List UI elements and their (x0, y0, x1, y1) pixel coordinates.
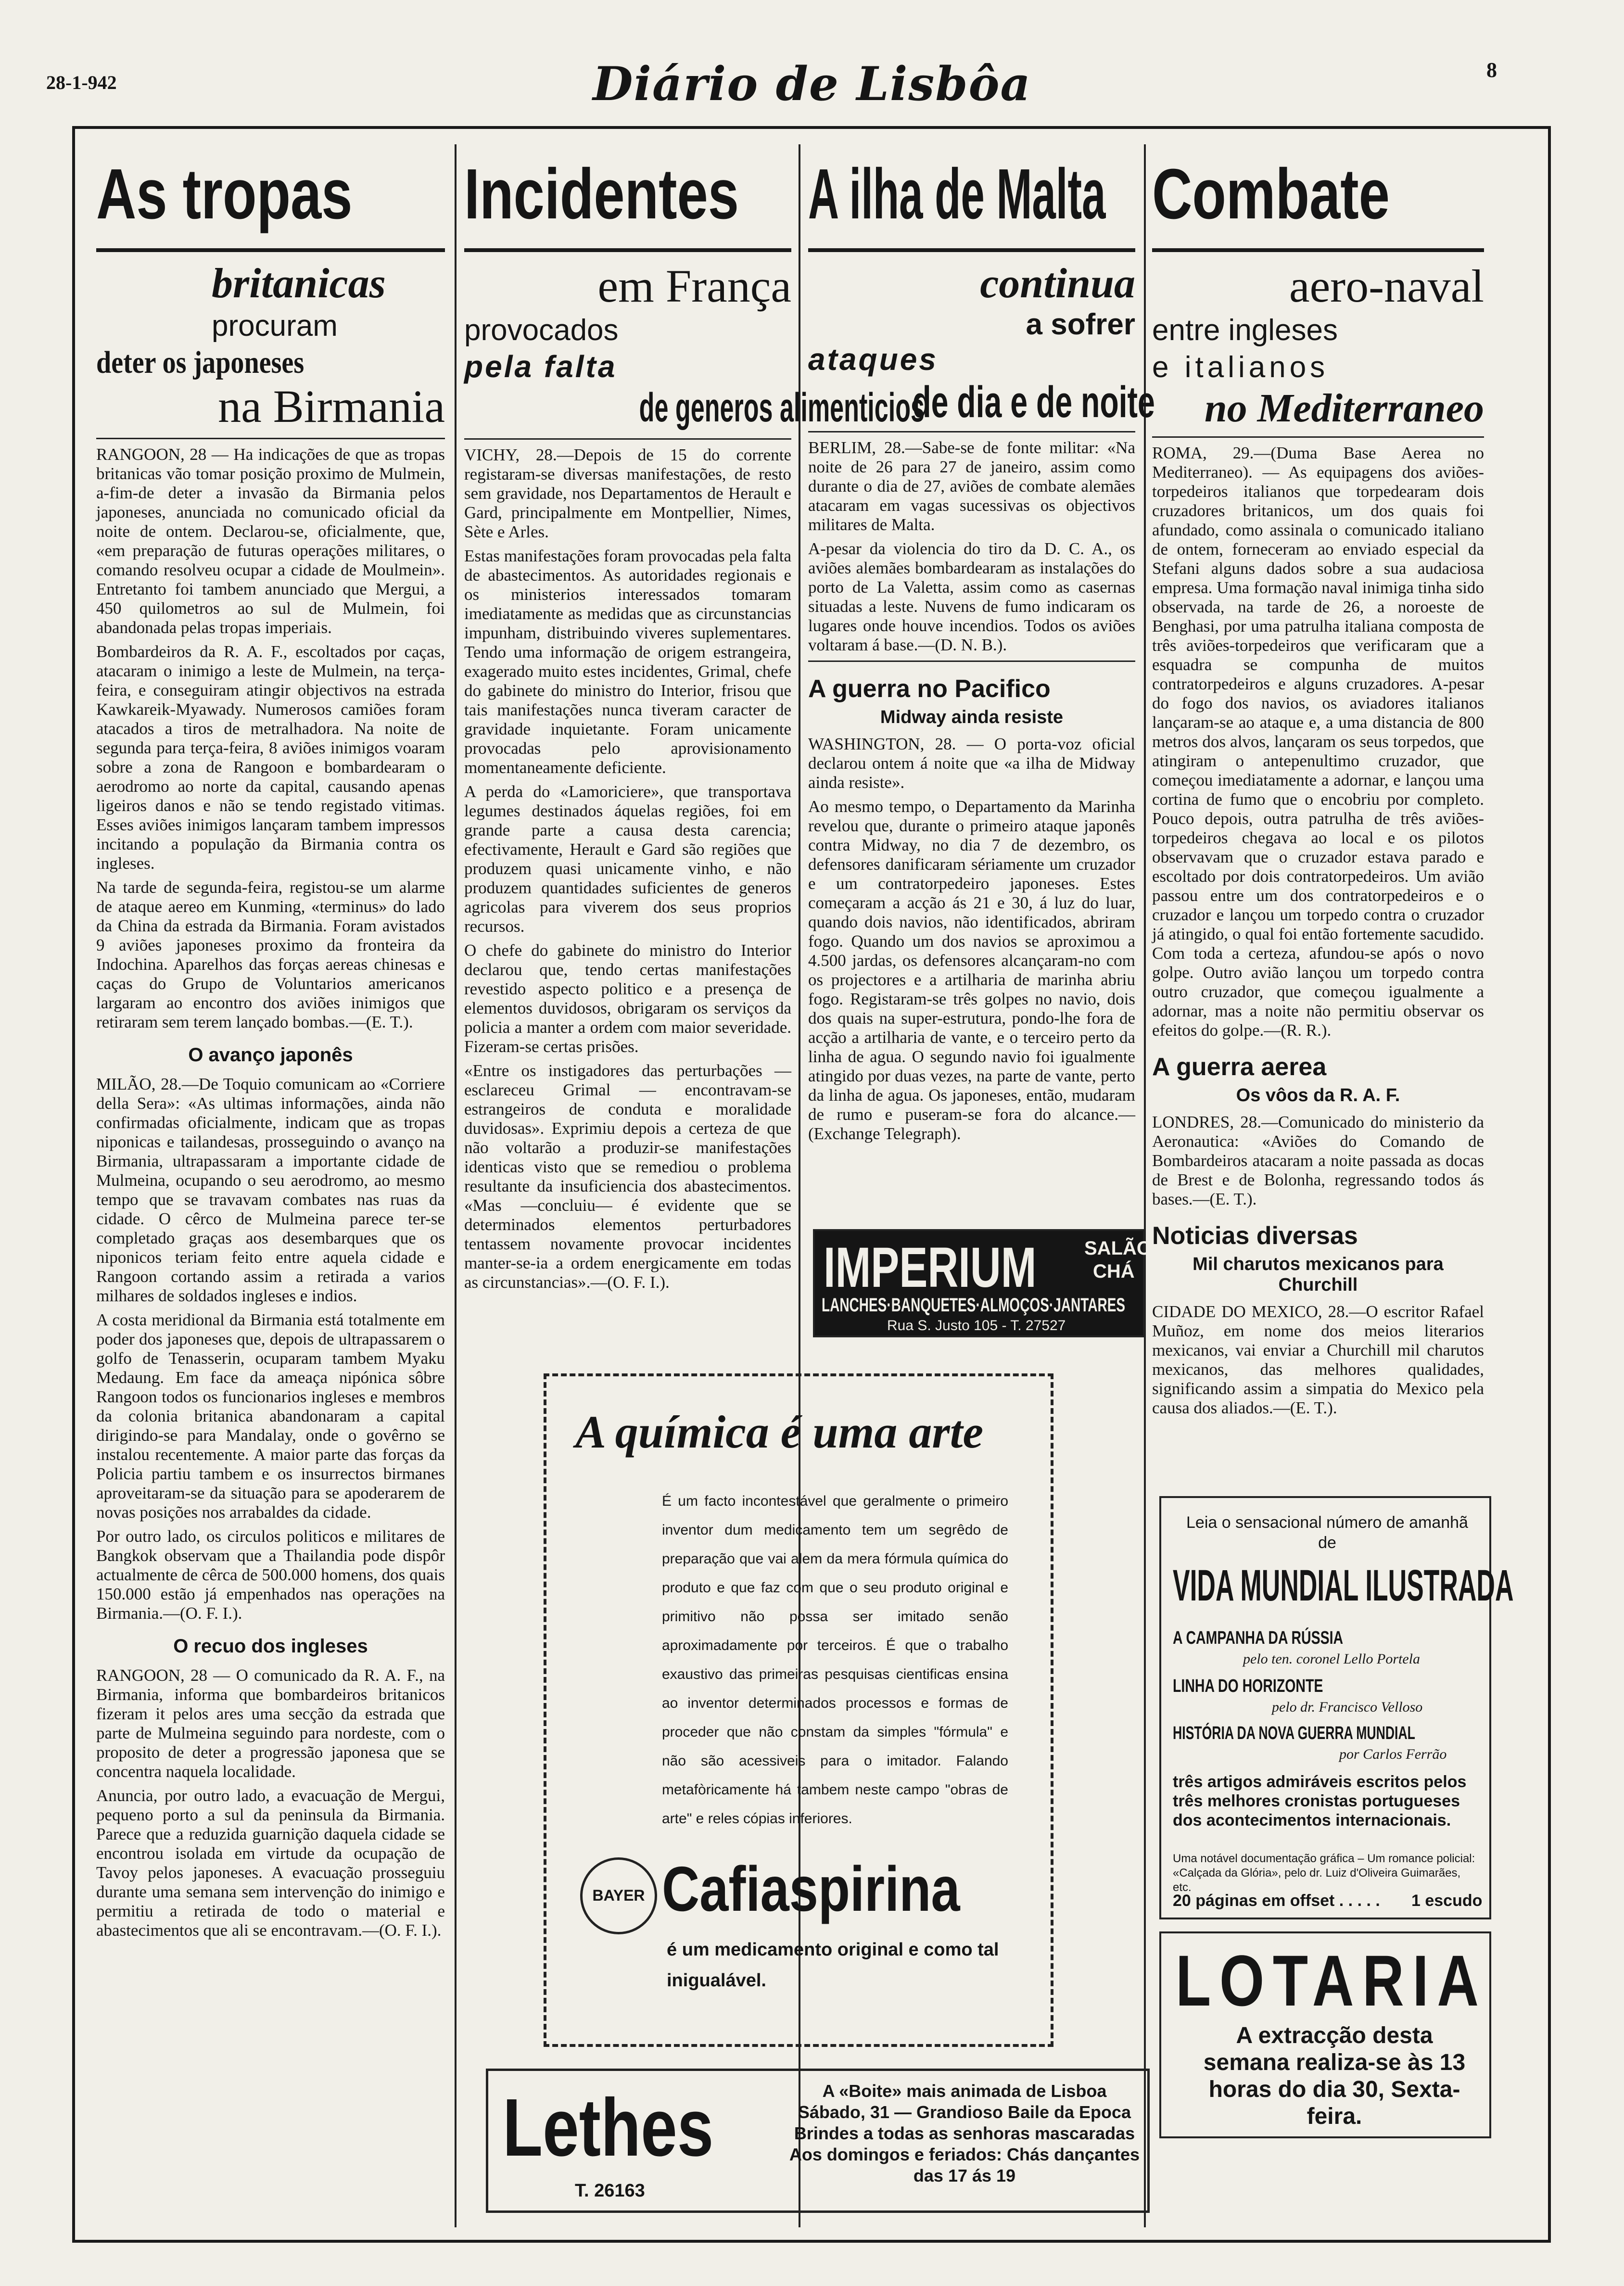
page-number: 8 (1486, 58, 1497, 82)
divider (1152, 436, 1484, 438)
divider (808, 660, 1135, 662)
subheadline: ataques (808, 342, 938, 377)
subheadline: aero-naval (1289, 260, 1484, 312)
section-heading: A guerra no Pacifico (808, 674, 1051, 703)
paragraph: Ao mesmo tempo, o Departamento da Marinha revelou que, durante o primeiro ataque japonês contra Midway, no dia 7 de dezembro, os defensores danificaram sériamente um cruzador e um contratorpedeiro japoneses. Estes começaram a acção ás 21 e 30, á luz do luar, quando dois navios, não identificados, abriram fogo. Quando um dos navios se aproximou a 4.500 jardas, os defensores alcançaram-no com os projectores e a artilharia de marinha abriu fogo. Registaram-se três golpes no navio, dois dos quais na super-estrutura, pondo-lhe fora de acção a artilharia de vante, e o terceiro perto da linha de agua. O segundo navio foi igualmente atingido por duas vezes, na parte de vante, perto da linha de agua. Os japoneses, então, mudaram de rumo e puseram-se fora do alcance.—(Exchange Telegraph). (808, 797, 1135, 1143)
subheadline: em França (597, 260, 791, 312)
masthead-title: Diário de Lisbôa (593, 57, 1031, 111)
ad-bayer-tagline: é um medicamento original e como tal inigualável. (667, 1940, 999, 1991)
ad-vida-intro: Leia o sensacional número de amanhã de (1186, 1513, 1468, 1552)
subheadline: deter os japoneses (96, 345, 304, 381)
ad-imperium (813, 1229, 1152, 1337)
subheadline: no Mediterraneo (1204, 385, 1484, 431)
ad-imperium-cha: CHÁ (1093, 1261, 1135, 1282)
ad-bayer-brand: Cafiaspirina (662, 1854, 960, 1924)
ad-lotaria (1159, 1931, 1491, 2138)
ad-vida-author: por Carlos Ferrão (1339, 1746, 1447, 1762)
paragraph: Bombardeiros da R. A. F., escoltados por caças, atacaram o inimigo a leste de Mulmein, na terça-feira, e conseguiram atingir objectivos na estrada Kawkareik-Myawady. Numerosos camiões foram atacados a tiros de metralhadora. Na noite de segunda para terça-feira, 8 aviões inimigos voaram sobre a zona de Rangoon e bombardearam o aerodromo ao norte da capital, causando apenas ligeiros danos e não se tendo registado vitimas. Esses aviões inimigos lançaram tambem impressos incitando a população da Birmania contra os ingleses. (96, 642, 445, 873)
ad-lotaria-title: LOTARIA (1176, 1940, 1487, 2021)
ad-imperium-address: Rua S. Justo 105 - T. 27527 (887, 1318, 1066, 1334)
ad-vida-item: HISTÓRIA DA NOVA GUERRA MUNDIAL (1173, 1723, 1415, 1743)
subheadline: provocados (464, 313, 619, 347)
ad-vida-pages: 20 páginas em offset . . . . . (1173, 1892, 1380, 1910)
headline: As tropas (96, 154, 353, 234)
article-tropas-britanicas (96, 144, 445, 2232)
subheadline: de generos alimenticios (639, 385, 925, 431)
ad-lethes-line: Sábado, 31 — Grandioso Baile da Epoca (798, 2102, 1131, 2122)
section-heading: A guerra aerea (1152, 1053, 1327, 1081)
paragraph: Anuncia, por outro lado, a evacuação de Mergui, pequeno porto a sul da peninsula da Birmania. Parece que a reduzida guarnição daquela cidade se encontrou isolada em virtude da ocupação de Tavoy pelos japoneses. A evacuação prosseguiu durante uma semana sem intervenção do inimigo e permitiu a retirada de todo o material e abastecimentos que ali se encontravam.—(O. F. I.). (96, 1786, 445, 1940)
subheadline: na Birmania (218, 381, 445, 432)
paragraph: Na tarde de segunda-feira, registou-se um alarme de ataque aereo em Kunming, «terminus» do lado da China da estrada da Birmania. Foram avistados 9 aviões japoneses proximo da fronteira da Indochina. Aparelhos das forças aereas chinesas e caças do Grupo de Voluntarios americanos largaram ao encontro dos aviões inimigos que retiraram sem terem lançado bombas.—(E. T.). (96, 877, 445, 1031)
ad-vida-item: LINHA DO HORIZONTE (1173, 1676, 1323, 1696)
headline-rule (464, 248, 791, 252)
subheadline: britanicas (212, 260, 386, 307)
divider (96, 438, 445, 439)
section-heading: O recuo dos ingleses (173, 1635, 368, 1657)
ad-bayer-headline: A química é uma arte (575, 1406, 984, 1458)
paragraph: WASHINGTON, 28. — O porta-voz oficial declarou ontem á noite que «a ilha de Midway ainda resiste». (808, 734, 1135, 792)
paragraph: RANGOON, 28 — O comunicado da R. A. F., na Birmania, informa que bombardeiros britanicos fizeram it pelos ares uma secção da estrada que parte de Mulmeina seguindo para nordeste, com o proposito de deter a progressão japonesa que se concentra naquela localidade. (96, 1665, 445, 1781)
ad-imperium-name: IMPERIUM (824, 1236, 1037, 1299)
paragraph: LONDRES, 28.—Comunicado do ministerio da Aeronautica: «Aviões do Comando de Bombardeiros atacaram a noite passada as docas de Brest e de Bolonha, regressando todos ás bases.—(E. T.). (1152, 1112, 1484, 1208)
column-rule (1144, 144, 1146, 2227)
ad-bayer-body: É um facto incontestável que geralmente o primeiro inventor dum medicamento tem um segrêdo de preparação que vai alem da mera fórmula química do produto e que faz com que o seu produto original e primitivo não possa ser imitado senão aproximadamente por terceiros. É que o trabalho exaustivo das primeiras pesquisas cientificas ensina ao inventor determinados processos e formas de proceder que não constam da simples "fórmula" e não são acessiveis para o imitador. Falando metafòricamente há tambem neste campo "obras de arte" e reles cópias inferiores. (662, 1493, 1008, 1827)
subheadline: de dia e de noite (912, 377, 1155, 427)
divider (808, 431, 1135, 432)
section-heading: O avanço japonês (188, 1044, 353, 1066)
paragraph: A-pesar da violencia do tiro da D. C. A., os aviões alemães bombardearam as instalações do porto de La Valetta, assim como as casernas situadas a leste. Nuvens de fumo indicaram os lugares onde houve incendios. Todos os aviões voltaram á base.—(D. N. B.). (808, 539, 1135, 654)
subheadline: pela falta (464, 349, 617, 384)
section-heading: Noticias diversas (1152, 1221, 1358, 1250)
ad-vida-title: VIDA MUNDIAL ILUSTRADA (1173, 1561, 1514, 1610)
ad-vida-blurb: três artigos admiráveis escritos pelos três melhores cronistas portugueses dos acontecimentos internacionais. (1173, 1773, 1467, 1829)
ad-vida-price: 1 escudo (1411, 1892, 1483, 1910)
paragraph: Por outro lado, os circulos politicos e militares de Bangkok observam que a Thailandia pode dispôr actualmente de cêrca de 500.000 homens, dos quais 150.000 estão já empenhados nas operações na Birmania.—(O. F. I.). (96, 1526, 445, 1623)
ad-lethes (486, 2069, 1150, 2213)
paragraph: VICHY, 28.—Depois de 15 do corrente registaram-se diversas manifestações, de resto sem gravidade, nos Departamentos de Herault e Gard, principalmente em Montpellier, Nimes, Sète e Arles. (464, 445, 791, 542)
ad-vida-author: pelo dr. Francisco Velloso (1272, 1699, 1423, 1715)
paragraph: Estas manifestações foram provocadas pela falta de abastecimentos. As autoridades regionais e os ministerios interessados tomaram imediatamente as medidas que as circunstancias impunham, distribuindo viveres suplementares. Tendo uma informação de origem estrangeira, exagerado muito estes incidentes, Grimal, chefe do gabinete do ministro do Interior, frisou que tais manifestações nunca tiveram caracter de gravidade inquietante. Foram unicamente provocadas pelo aprovisionamento momentaneamente deficiente. (464, 546, 791, 777)
paragraph: CIDADE DO MEXICO, 28.—O escritor Rafael Muñoz, em nome dos meios literarios mexicanos, vai enviar a Churchill mil charutos mexicanos, das melhores qualidades, significando assim a simpatia do Mexico pela causa dos aliados.—(E. T.). (1152, 1302, 1484, 1417)
paragraph: A perda do «Lamoriciere», que transportava legumes destinados áquelas regiões, foi em grande parte a causa desta carencia; efectivamente, Herault e Gard são regiões que produzem quasi unicamente vinho, e não produzem quantidades suficientes de generos agricolas para viverem dos seus proprios recursos. (464, 782, 791, 936)
column-rule (455, 144, 457, 2227)
headline: Incidentes (464, 154, 739, 234)
article-combate-aeronaval (1152, 144, 1484, 1443)
bayer-cross-logo-icon (580, 1857, 657, 1934)
headline-rule (808, 248, 1135, 252)
divider (464, 438, 791, 440)
subheadline: procuram (212, 309, 338, 343)
paragraph: «Entre os instigadores das perturbações — esclareceu Grimal — encontravam-se estrangeiros de conduta e moralidade duvidosas». Exprimiu depois a certeza de que não voltarão a produzir-se manifestações identicas visto que se remediou o problema resultante da insuficiencia dos abastecimentos. «Mas —concluiu— é evidente que se determinados elementos perturbadores tentassem novamente provocar incidentes manter-se-ia a ordem energicamente em todas as circunstancias».—(O. F. I.). (464, 1061, 791, 1292)
headline-rule (1152, 248, 1484, 252)
ad-lotaria-text: A extracção desta semana realiza-se às 13 horas do dia 30, Sexta-feira. (1203, 2023, 1466, 2129)
issue-date: 28-1-942 (46, 72, 117, 93)
section-subheading: Os vôos da R. A. F. (1236, 1085, 1400, 1105)
ad-lethes-line: A «Boite» mais animada de Lisboa (822, 2081, 1107, 2101)
headline: Combate (1152, 154, 1390, 234)
ad-vida-author: pelo ten. coronel Lello Portela (1243, 1651, 1420, 1667)
headline-rule (96, 248, 445, 252)
ad-imperium-services: LANCHES·BANQUETES·ALMOÇOS·JANTARES (822, 1295, 1126, 1316)
paragraph: RANGOON, 28 — Ha indicações de que as tropas britanicas vão tomar posição proximo de Mulmein, a-fim-de deter a invasão da Birmania pelos japoneses, anunciada no comunicado oficial da noite de ontem. Declarou-se, oficialmente, que, «em preparação de futuras operações militares, o comando resolveu ocupar a cidade de Moulmein». Entretanto foi tambem anunciado que Mergui, a 450 quilometros ao sul de Mulmein, foi abandonada pelas tropas imperiais. (96, 444, 445, 637)
subheadline: e italianos (1152, 351, 1329, 384)
ad-vida-mundial (1159, 1496, 1514, 1919)
section-subheading: Mil charutos mexicanos para Churchill (1193, 1254, 1444, 1295)
section-subheading: Midway ainda resiste (880, 707, 1064, 727)
paragraph: MILÃO, 28.—De Toquio comunicam ao «Corriere della Sera»: «As ultimas informações, ainda não confirmadas oficialmente, indicam que as tropas niponicas e tailandesas, prosseguindo o avanço na Birmania, ultrapassaram a importante cidade de Mulmeina, ocupando o seu aerodromo, ao mesmo tempo que se travavam combates nas ruas da cidade. O cêrco de Mulmeina parece ter-se completado graças aos desembarques que os niponicos teriam feito entre aquela cidade e Rangoon cortando assim a retirada a varios milhares de soldados ingleses e indios. (96, 1074, 445, 1305)
paragraph: A costa meridional da Birmania está totalmente em poder dos japoneses que, depois de ultrapassarem o golfo de Tenasserin, ocuparam tambem Myaku Medaung. Em face da ameaça nipónica sôbre Rangoon todos os funcionarios ingleses e membros da colonia britanica abandonaram a capital dirigindo-se para Mandalay, onde o govêrno se instalou recentemente. A maior parte das forças da Policia partiu tambem e os insurrectos birmanes aproveitaram-se da situação para se apoderarem de novas posições nos arrabaldes da cidade. (96, 1310, 445, 1522)
subheadline: continua (980, 260, 1135, 307)
ad-vida-novel: Uma notável documentação gráfica – Um romance policial: «Calçada da Glória», pelo dr. Luiz d'Oliveira Guimarães, etc. (1173, 1852, 1475, 1894)
ad-lethes-line: Brindes a todas as senhoras mascaradas (794, 2123, 1135, 2143)
subheadline: a sofrer (1026, 307, 1135, 341)
ad-lethes-phone: T. 26163 (575, 2181, 645, 2201)
paragraph: BERLIM, 28.—Sabe-se de fonte militar: «Na noite de 26 para 27 de janeiro, assim como durante o dia de 27, aviões de combate alemães atacaram em vagas sucessivas os objectivos militares de Malta. (808, 438, 1135, 534)
paragraph: O chefe do gabinete do ministro do Interior declarou que, tendo certas manifestações revestido aspecto politico e a presença de elementos duvidosos, obrigaram os serviços da policia a manter a ordem com maior severidade. Fizeram-se certas prisões. (464, 941, 791, 1056)
ad-vida-item: A CAMPANHA DA RÚSSIA (1173, 1628, 1344, 1648)
subheadline: entre ingleses (1152, 313, 1338, 347)
ad-imperium-salao: SALÃO (1084, 1238, 1152, 1259)
ad-lethes-name: Lethes (503, 2082, 714, 2173)
paragraph: ROMA, 29.—(Duma Base Aerea no Mediterraneo). — As equipagens dos aviões-torpedeiros italianos que torpedearam dois cruzadores britanicos, um dos quais foi afundado, como assinala o comunicado italiano de ontem, forneceram ao enviado especial da Stefani alguns dados sobre a sua audaciosa empresa. Uma formação naval inimiga tinha sido observada, na tarde de 26, a noroeste de Benghasi, por uma patrulha italiana composta de três aviões-torpedeiros que verificaram que a esquadra se compunha de muitos contratorpedeiros e alguns cruzadores. A-pesar do fogo dos navios, os aviadores italianos lançaram-se ao ataque e, a uma distancia de 800 metros dos alvos, lançaram os seus torpedos, que atingiram o antepenultimo cruzador, que começou imediatamente a adornar, e lançou uma cortina de fumo que o encobriu por completo. Pouco depois, outra patrulha de três aviões-torpedeiros chegava ao local e os pilotos observavam que o cruzador estava parado e escoltado por dois contratorpedeiros. Um avião passou entre um dos contratorpedeiros e o cruzador e lançou um torpedo contra o cruzador já atingido, o qual foi então fortemente sacudido. Com toda a certeza, afundou-se após o novo golpe. Outro avião lançou um torpedo contra outro cruzador, que começou igualmente a adornar, mas a noite não permitiu observar os efeitos do golpe.—(R. R.). (1152, 443, 1484, 1040)
ad-lethes-line: Aos domingos e feriados: Chás dançantes das 17 ás 19 (789, 2145, 1140, 2185)
bayer-logo-text: BAYER (592, 1887, 645, 1904)
headline: A ilha de Malta (808, 154, 1106, 234)
ad-cafiaspirina (544, 1373, 1053, 2047)
